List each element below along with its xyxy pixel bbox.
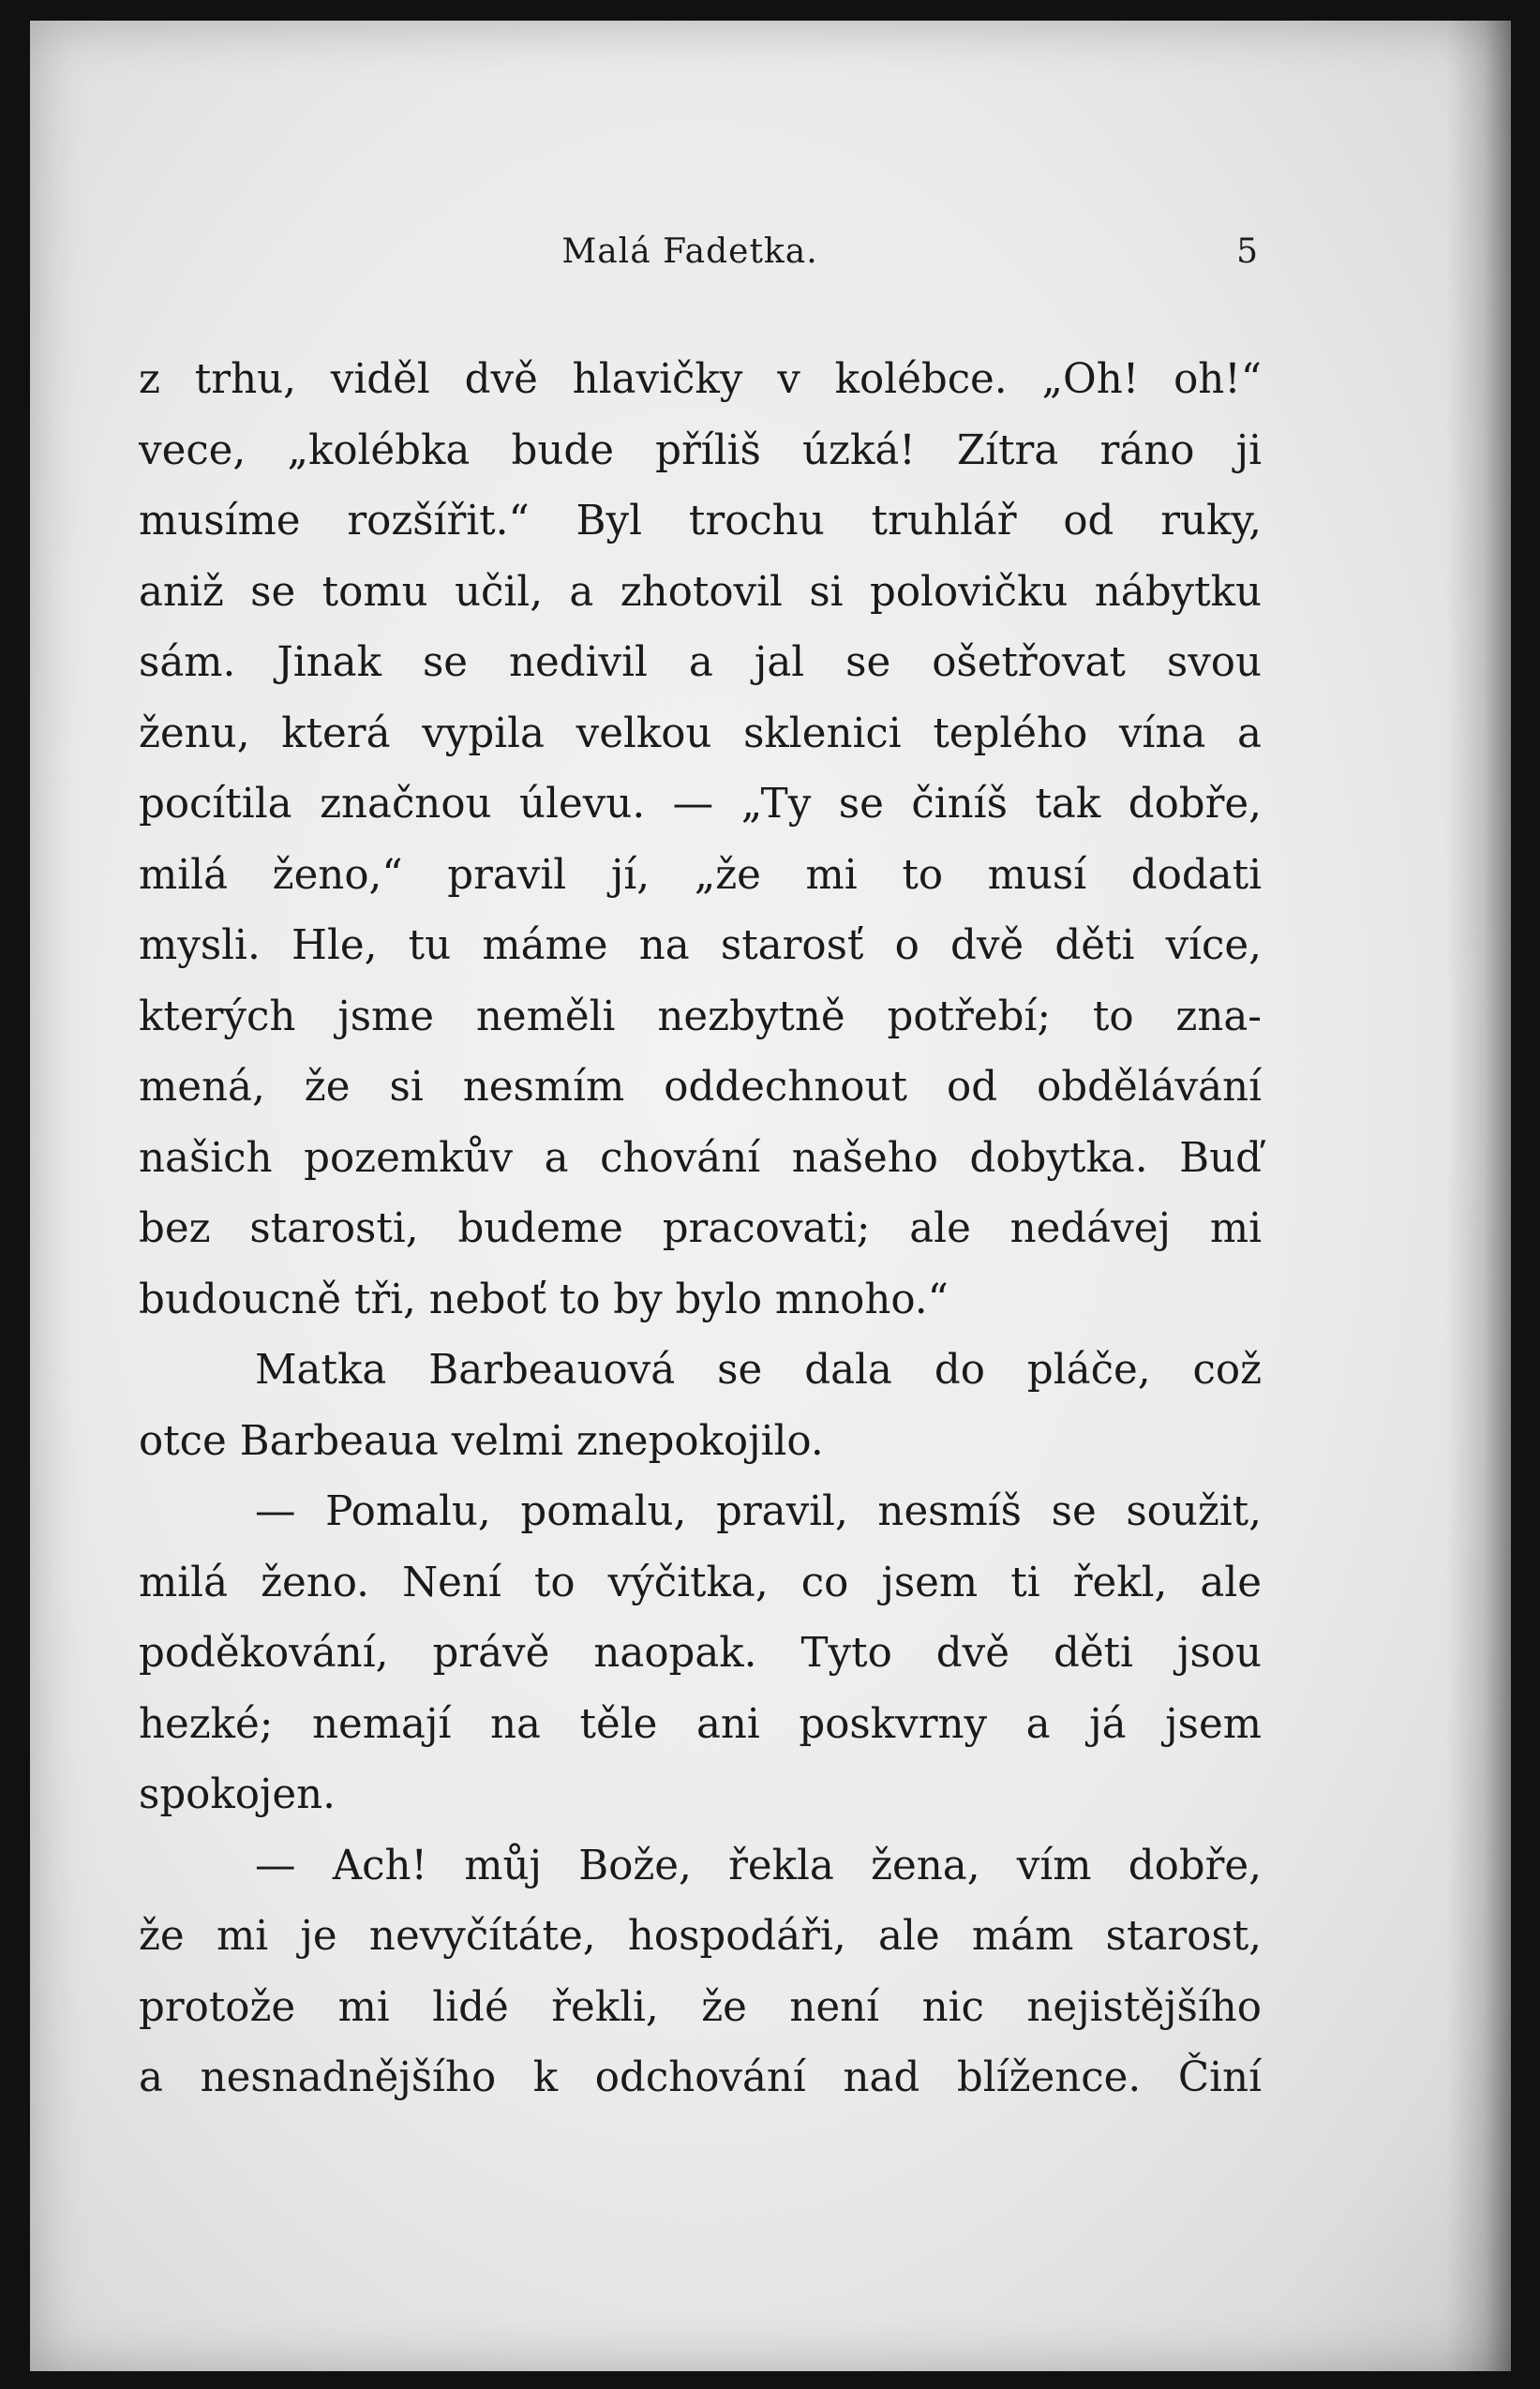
text-line: z trhu, viděl dvě hlavičky v kolébce. „Oh! oh!“ bbox=[139, 356, 1262, 403]
text-line: milá ženo,“ pravil jí, „že mi to musí dodati bbox=[139, 851, 1262, 899]
text-line: — Pomalu, pomalu, pravil, nesmíš se soužit, bbox=[255, 1488, 1262, 1535]
running-title: Malá Fadetka. bbox=[561, 232, 818, 271]
page-number: 5 bbox=[1236, 232, 1258, 271]
text-line: sám. Jinak se nedivil a jal se ošetřovat svou bbox=[139, 639, 1262, 686]
text-line: bez starosti, budeme pracovati; ale nedávej mi bbox=[139, 1205, 1262, 1252]
text-line: že mi je nevyčítáte, hospodáři, ale mám starost, bbox=[139, 1913, 1262, 1960]
text-line: pocítila značnou úlevu. — „Ty se činíš tak dobře, bbox=[139, 781, 1262, 828]
text-line: — Ach! můj Bože, řekla žena, vím dobře, bbox=[255, 1842, 1262, 1889]
text-line: našich pozemkův a chování našeho dobytka. Buď bbox=[139, 1134, 1262, 1182]
text-line: otce Barbeaua velmi znepokojilo. bbox=[139, 1417, 824, 1465]
text-line: kterých jsme neměli nezbytně potřebí; to zna- bbox=[139, 993, 1262, 1040]
body-text bbox=[139, 345, 1262, 2114]
page-header bbox=[112, 217, 1258, 274]
text-line: Matka Barbeauová se dala do pláče, což bbox=[255, 1347, 1262, 1394]
text-line: mená, že si nesmím oddechnout od obdělávání bbox=[139, 1064, 1262, 1111]
text-line: aniž se tomu učil, a zhotovil si polovičku nábytku bbox=[139, 568, 1262, 616]
page-edge-shadow bbox=[1445, 21, 1511, 2371]
text-line: budoucně tři, neboť to by bylo mnoho.“ bbox=[139, 1276, 949, 1323]
text-line: milá ženo. Není to výčitka, co jsem ti řekl, ale bbox=[139, 1559, 1262, 1606]
text-line: vece, „kolébka bude příliš úzká! Zítra ráno ji bbox=[139, 426, 1262, 474]
text-line: ženu, která vypila velkou sklenici teplého vína a bbox=[139, 709, 1262, 757]
text-line: spokojen. bbox=[139, 1771, 336, 1818]
text-line: hezké; nemají na těle ani poskvrny a já jsem bbox=[139, 1700, 1262, 1748]
text-line: musíme rozšířit.“ Byl trochu truhlář od ruky, bbox=[139, 498, 1262, 545]
text-line: protože mi lidé řekli, že není nic nejistějšího bbox=[139, 1983, 1262, 2031]
text-line: poděkování, právě naopak. Tyto dvě děti jsou bbox=[139, 1630, 1262, 1677]
text-line: mysli. Hle, tu máme na starosť o dvě děti více, bbox=[139, 922, 1262, 969]
text-line: a nesnadnějšího k odchování nad blížence. Činí bbox=[139, 2054, 1262, 2101]
